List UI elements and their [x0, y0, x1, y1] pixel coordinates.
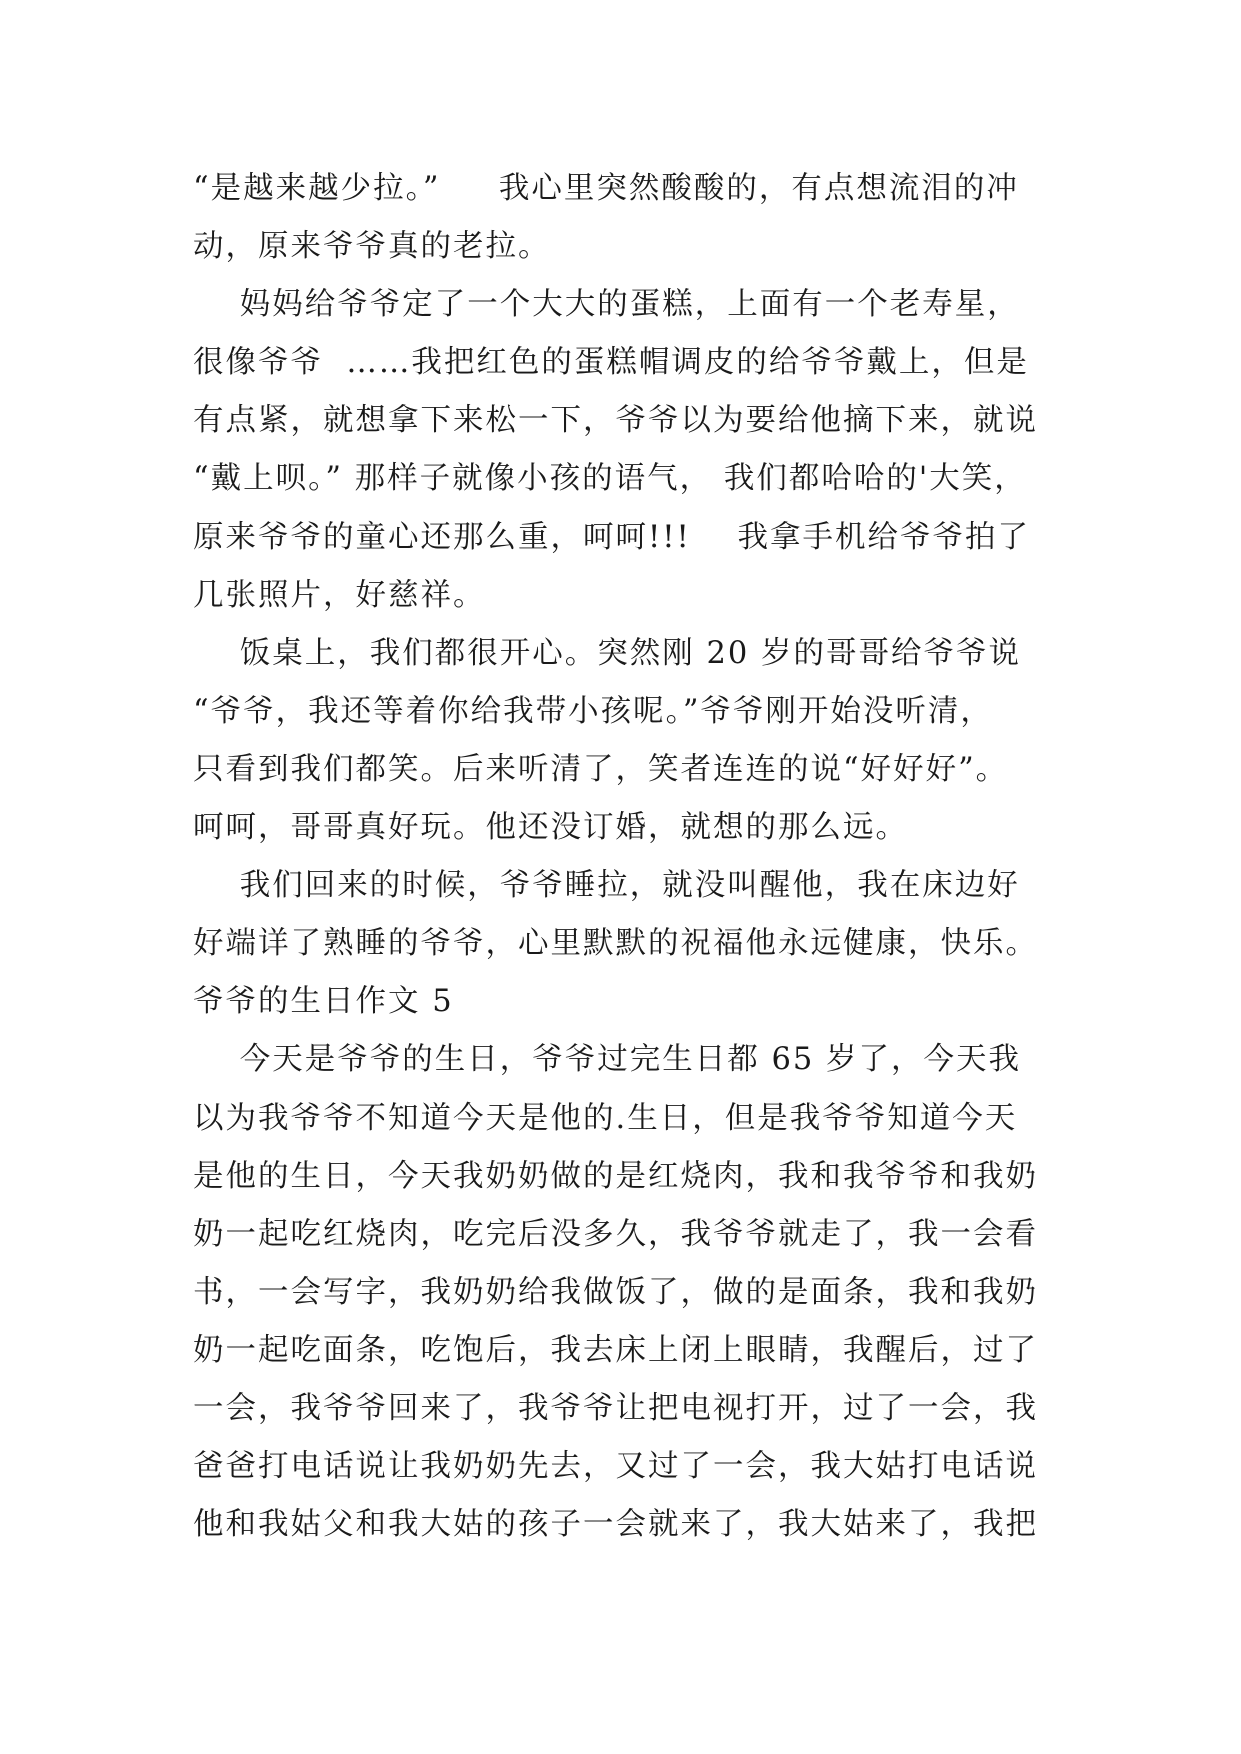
text-line: 今天是爷爷的生日，爷爷过完生日都 65 岁了，今天我	[193, 1042, 1021, 1078]
text-line: 我们回来的时候，爷爷睡拉，就没叫醒他，我在床边好	[193, 868, 1020, 904]
text-line: 饭桌上，我们都很开心。突然刚 20 岁的哥哥给爷爷说	[193, 635, 1021, 671]
text-line: “戴上呗。” 那样子就像小孩的语气， 我们都哈哈的'大笑，	[193, 461, 1027, 497]
essay-text	[193, 160, 1073, 1554]
text-line: 是他的生日，今天我奶奶做的是红烧肉，我和我爷爷和我奶	[193, 1158, 1038, 1194]
text-line: 爸爸打电话说让我奶奶先去，又过了一会，我大姑打电话说	[193, 1449, 1038, 1485]
text-line: 几张照片，好慈祥。	[193, 577, 486, 613]
section-heading: 爷爷的生日作文 5	[193, 984, 454, 1020]
text-line: 很像爷爷 ……我把红色的蛋糕帽调皮的给爷爷戴上，但是	[193, 345, 1029, 381]
text-line: 奶一起吃红烧肉，吃完后没多久，我爷爷就走了，我一会看	[193, 1216, 1038, 1252]
text-line: 只看到我们都笑。后来听清了，笑者连连的说“好好好”。	[193, 751, 1009, 787]
text-line: 以为我爷爷不知道今天是他的.生日，但是我爷爷知道今天	[193, 1100, 1018, 1136]
text-line: 书，一会写字，我奶奶给我做饭了，做的是面条，我和我奶	[193, 1274, 1038, 1310]
text-line: 好端详了熟睡的爷爷，心里默默的祝福他永远健康，快乐。	[193, 926, 1038, 962]
text-line: 原来爷爷的童心还那么重，呵呵!!! 我拿手机给爷爷拍了	[193, 519, 1031, 555]
text-line: 妈妈给爷爷定了一个大大的蛋糕，上面有一个老寿星，	[193, 287, 1020, 323]
text-line: 一会，我爷爷回来了，我爷爷让把电视打开，过了一会，我	[193, 1390, 1038, 1426]
text-line: 呵呵，哥哥真好玩。他还没订婚，就想的那么远。	[193, 810, 908, 846]
text-line: “爷爷，我还等着你给我带小孩呢。”爷爷刚开始没听清，	[193, 693, 993, 729]
text-line: 动，原来爷爷真的老拉。	[193, 229, 551, 265]
text-line: 有点紧，就想拿下来松一下，爷爷以为要给他摘下来，就说	[193, 403, 1038, 439]
text-line: 他和我姑父和我大姑的孩子一会就来了，我大姑来了，我把	[193, 1507, 1038, 1543]
text-line: “是越来越少拉。” 我心里突然酸酸的，有点想流泪的冲	[193, 171, 1019, 206]
text-line: 奶一起吃面条，吃饱后，我去床上闭上眼睛，我醒后，过了	[193, 1332, 1038, 1368]
